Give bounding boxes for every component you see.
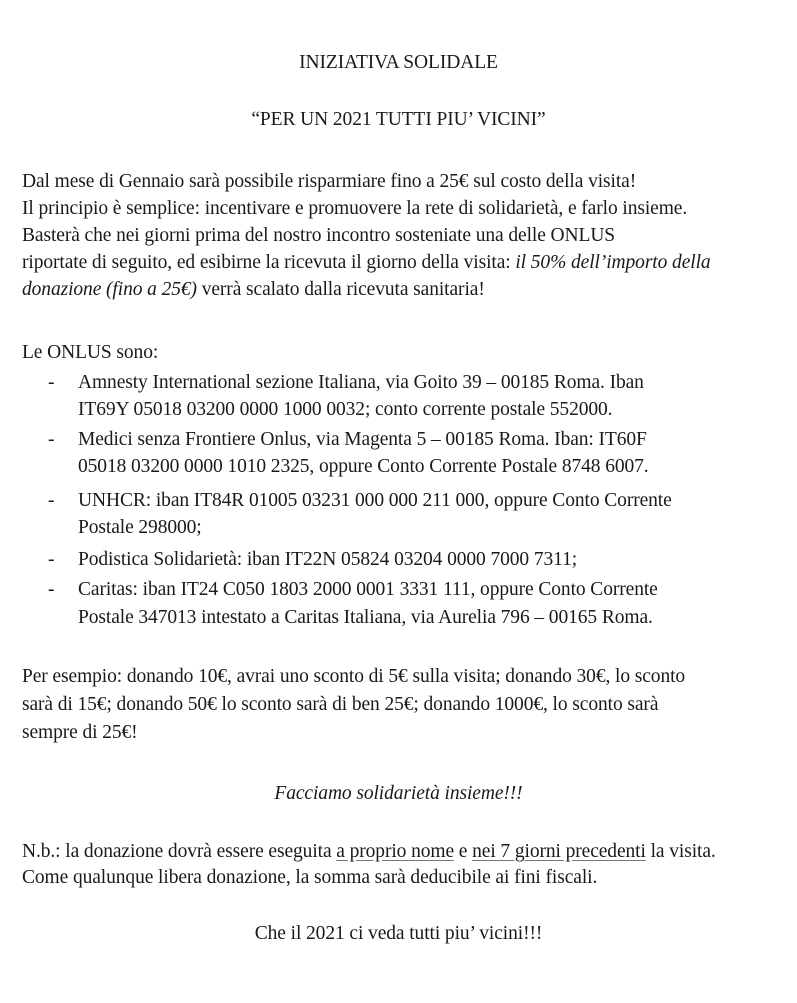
closing-line: Che il 2021 ci veda tutti piu’ vicini!!! [254,923,543,944]
onlus-heading: Le ONLUS sono: [22,342,159,363]
note-underlined-seven-days: nei 7 giorni precedenti [472,841,646,862]
intro-line: Il principio è semplice: incentivare e promuovere la rete di solidarietà, e farlo insieme. [22,198,688,219]
intro-line: Basterà che nei giorni prima del nostro incontro sosteniate una delle ONLUS [22,225,616,246]
note-line [22,840,716,864]
bullet-dash: - [48,579,55,600]
onlus-item-line: IT69Y 05018 03200 0000 1000 0032; conto corrente postale 552000. [78,399,613,420]
intro-line: Dal mese di Gennaio sarà possibile risparmiare fino a 25€ sul costo della visita! [22,171,637,192]
intro-line [22,251,711,275]
intro-emphasis: donazione (fino a 25€) [22,279,197,300]
note-text: la visita. [645,841,716,862]
note-text: N.b.: la donazione dovrà essere eseguita [22,841,337,862]
onlus-item-line: Postale 347013 intestato a Caritas Italiana, via Aurelia 796 – 00165 Roma. [78,607,653,628]
bullet-dash: - [48,549,55,570]
onlus-item-line: 05018 03200 0000 1010 2325, oppure Conto Corrente Postale 8748 6007. [78,456,649,477]
onlus-item-line: UNHCR: iban IT84R 01005 03231 000 000 211 000, oppure Conto Corrente [78,490,672,511]
note-line: Come qualunque libera donazione, la somma sarà deducibile ai fini fiscali. [22,867,598,888]
bullet-dash: - [48,372,55,393]
example-line: sarà di 15€; donando 50€ lo sconto sarà di ben 25€; donando 1000€, lo sconto sarà [22,694,659,715]
document-title: INIZIATIVA SOLIDALE [299,52,498,73]
intro-line [22,278,485,302]
onlus-item-line: Postale 298000; [78,517,202,538]
slogan: Facciamo solidarietà insieme!!! [274,783,523,804]
intro-emphasis: il 50% dell’importo della [515,252,711,273]
note-text: e [454,841,473,862]
document-subtitle: “PER UN 2021 TUTTI PIU’ VICINI” [251,109,546,130]
intro-text: riportate di seguito, ed esibirne la ricevuta il giorno della visita: [22,252,516,273]
example-line: sempre di 25€! [22,722,138,743]
note-underlined-own-name: a proprio nome [336,841,455,862]
example-line: Per esempio: donando 10€, avrai uno sconto di 5€ sulla visita; donando 30€, lo sconto [22,666,686,687]
bullet-dash: - [48,429,55,450]
onlus-item-line: Caritas: iban IT24 C050 1803 2000 0001 3331 111, oppure Conto Corrente [78,579,658,600]
onlus-item-line: Amnesty International sezione Italiana, via Goito 39 – 00185 Roma. Iban [78,372,644,393]
intro-text: verrà scalato dalla ricevuta sanitaria! [196,279,485,300]
onlus-item-line: Medici senza Frontiere Onlus, via Magenta 5 – 00185 Roma. Iban: IT60F [78,429,647,450]
bullet-dash: - [48,490,55,511]
onlus-item-line: Podistica Solidarietà: iban IT22N 05824 03204 0000 7000 7311; [78,549,578,570]
